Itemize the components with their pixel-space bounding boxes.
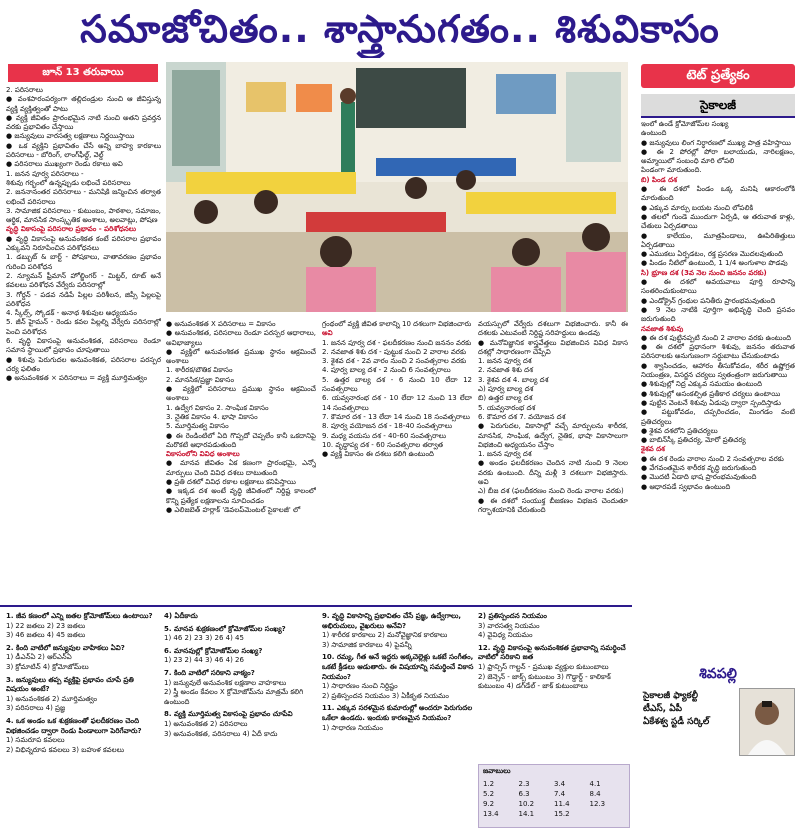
designation-line-1: సైకాలజీ ఫ్యాకల్టీ xyxy=(643,691,698,701)
quiz-question xyxy=(6,644,158,673)
question-options: 1) అనువంశికత 2) పరిసరాలు xyxy=(164,719,248,728)
paragraph-line: 9. మధ్య వయసు దశ - 40-60 సంవత్సరాలు xyxy=(322,431,447,440)
paragraph-line: వికాసంలోని వివిధ అంశాలు xyxy=(166,450,240,459)
quiz-question xyxy=(322,612,474,650)
answer-cell xyxy=(590,809,626,819)
quiz-question xyxy=(478,644,630,692)
paragraph-line: ● ఎండోక్రైన్ గ్రంథుల పనితీరు ప్రారంభమవుతుంది xyxy=(641,296,776,305)
paragraph-line: ● ఎముకలు ఏర్పడటం, రక్త ప్రసరణ మొదలవుతుంది xyxy=(641,250,783,259)
paragraph-line: ● మనోవిజ్ఞానిక శాస్త్రవేత్తలు విభజించిన వివిధ వికాస దశల్లో సాధారణంగా చెప్పేవి xyxy=(478,338,628,356)
quiz-question xyxy=(6,612,158,641)
paragraph-line: 3. శైశవ దశ - 2వ వారం నుంచి 2 సంవత్సరాల వరకు xyxy=(322,357,467,366)
question-text: 3. జన్యువులు తప్ప వ్యక్తిపై ప్రభావం చూపే ప్రతి విషయం అంటే? xyxy=(6,675,134,694)
paragraph-line: వయస్సులో వేర్వేరు దశలుగా విభజించారు. కానీ ఈ దశలకు ఎటువంటి నిర్దిష్ట సరిహద్దులు ఉండవు xyxy=(478,320,628,338)
paragraph-line: 2. నవజాత శిశు దశ - పుట్టుక నుంచి 2 వారాల వరకు xyxy=(322,347,467,356)
question-options: 1) 46 2) 23 3) 26 4) 45 xyxy=(164,634,244,643)
quiz-question xyxy=(164,625,316,644)
paragraph-line: ఉంటుంది xyxy=(641,129,667,138)
question-options: 1) 23 2) 44 3) 46 4) 26 xyxy=(164,656,244,665)
paragraph-line: ● వ్యక్తి వికాసం ఈ దశలు కలిగి ఉంటుంది xyxy=(322,450,434,459)
question-text: 2) ప్రతిస్పందన నియమం xyxy=(478,612,547,620)
paragraph-line: ● ఈ దశలో సంయుక్త బీజకణం విభజన చెందుతూ గర్భాశయానికి చేరుతుంది xyxy=(478,496,628,514)
answer-cell: 7.4 xyxy=(554,790,566,798)
paragraph-line: ● ఈ దశ పుట్టినప్పటి నుంచి 2 వారాల వరకు ఉంటుంది xyxy=(641,333,792,342)
classroom-photo xyxy=(166,62,628,312)
author-name: శివపల్లి xyxy=(699,666,737,682)
paragraph-line: ● శైశవ దశలోని ప్రతిచర్యలు xyxy=(641,426,718,435)
paragraph-line: ● పట్టుకోవడం, చప్పరించడం, మింగడం వంటి ప్రతిచర్యలు xyxy=(641,408,795,426)
article-column-1 xyxy=(6,86,161,598)
question-text: 12. వృద్ధి వికాసంపై అనువంశికత ప్రభావాన్ని సమర్థించే వాటిలో సరికాని జత xyxy=(478,643,626,662)
paragraph-line: 6. యవ్వనారంభ దశ - 10 లేదా 12 నుంచి 13 లేదా 14 సంవత్సరాలు xyxy=(322,394,472,412)
paragraph-line: ● ఈ రెండింటిలో ఏది గొప్పదో చెప్పలేం కానీ ఒకదానిపై మరొకటి ఆధారపడుతుంది xyxy=(166,431,316,449)
answer-cell: 13.4 xyxy=(483,810,499,818)
side-column xyxy=(641,120,795,658)
paragraph-line: 1. ఉద్వేగ వికాసం 2. సాంఘిక వికాసం xyxy=(166,403,269,412)
paragraph-line: ● ఈ 2 పోరల్లో పోరా బలాయుడు, నారిలక్షణం, అమ్మాయిలో సంబంధి మారి లోపలి xyxy=(641,147,795,166)
paragraph-line: 4. పూర్వ బాల్య దశ - 2 నుంచి 6 సంవత్సరాలు xyxy=(322,366,451,375)
paragraph-line: ● బాబిన్‌స్కీ ప్రతిచర్య, మోరో ప్రతిచర్య xyxy=(641,436,746,445)
paragraph-line: ● జన్యువులు వారసత్వ లక్షణాలు నిర్ణయిస్తాయి xyxy=(6,132,135,141)
author-portrait xyxy=(740,689,794,755)
paragraph-line: ● పిండం నీటిలో ఉంటుంది, 1 1/4 అంగుళాల పొడవు xyxy=(641,259,788,268)
paragraph-line: 1. జనన పూర్వ దశ xyxy=(478,450,532,459)
continuation-tag: జూన్ 13 తరువాయి xyxy=(8,64,158,82)
question-text: 6. మానవుల్లో క్రోమోజోమ్‌ల సంఖ్య? xyxy=(164,646,263,655)
quiz-question xyxy=(164,612,316,622)
quiz-question xyxy=(478,612,630,641)
paragraph-line: ● పుట్టిన వెంటనే శిశువు ఏడుపు ద్వారా స్పందిస్తాడు xyxy=(641,398,781,407)
question-options: 2) ప్రతిస్పందన నియమం 3) ఏకీకృత నియమం xyxy=(322,691,449,700)
question-text: 7. కింది వాటిలో సరికాని వాక్యం? xyxy=(164,668,255,677)
paragraph-line: 5. యవ్వనారంభ దశ xyxy=(478,403,536,412)
paragraph-line: పిండంగా మారుతుంది. xyxy=(641,166,702,175)
paragraph-line: ● తలలో గుండె ముందుగా ఏర్పడి, ఆ తరువాత కాళ్లు, చేతులు ఏర్పడతాయి xyxy=(641,212,795,231)
paragraph-line: ● శిశువుల్లో అసంకల్పిత ప్రతీకార చర్యలు ఉంటాయి xyxy=(641,389,781,398)
answers-box xyxy=(478,764,630,828)
divider-rule xyxy=(0,605,632,607)
quiz-question xyxy=(164,669,316,707)
paragraph-line: ● ఎలిజబెత్ హర్లాక్ 'డెవలప్‌మెంటల్ సైకాలజీ' లో xyxy=(166,505,301,514)
paragraph-line: 1. జనన పూర్వ దశ - ఫలదీకరణం నుంచి జననం వరకు xyxy=(322,338,472,347)
section-title-psychology: సైకాలజీ xyxy=(641,94,795,118)
question-options: 3) సామాజిక కారకాలు 4) పైవన్నీ xyxy=(322,640,412,649)
paragraph-line: సి) భ్రూణ దశ (3వ నెల నుంచి జననం వరకు) xyxy=(641,268,767,277)
answer-cell: 6.3 xyxy=(518,790,530,798)
answer-cell: 4.1 xyxy=(589,780,601,788)
paragraph-line: ● జన్యువులు లింగ నిర్ధారణలో ముఖ్య పాత్ర వహిస్తాయి xyxy=(641,138,791,147)
question-options: 4) వైవిధ్య నియమం xyxy=(478,631,533,640)
answer-cell: 14.1 xyxy=(518,810,535,818)
paragraph-line: ● శిశువుల్లో నిద్ర ఎక్కువ సమయం ఉంటుంది xyxy=(641,380,763,389)
paragraph-line: ● వ్యక్తిలో పరిసరాలు ప్రముఖ స్థానం ఆక్రమించే అంశాలు xyxy=(166,385,316,403)
paragraph-line: ● మానవ జీవితం ఏక కణంగా ప్రారంభమై, ఎన్నో మార్పులు చెంది వివిధ దశలు దాటుతుంది xyxy=(166,459,316,477)
paragraph-line: ● శ్వాసించడం, ఆహారం తీసుకోవడం, శరీర ఉష్ణోగ్రత నియంత్రణ, విసర్జన చర్యలు స్వతంత్రంగా జరుగుతాయి xyxy=(641,361,795,380)
quiz-question xyxy=(322,704,474,733)
question-options: 3) వారసత్వ నియమం xyxy=(478,621,540,630)
question-text: 4. ఒక అండం ఒక శుక్రకణంతో ఫలదీకరణం చెంది విభజించడం ద్వారా రెండు పిండాలుగా పెరిగేవారు? xyxy=(6,716,142,735)
paragraph-line: ● వ్యక్తి జీవితం ప్రారంభమైన నాటి నుంచి అతని ప్రవర్తన వరకు ప్రభావితం చేస్తాయి xyxy=(6,113,161,132)
designation-line-2: టీఎస్, ఏపీ xyxy=(643,704,683,714)
paragraph-line: ● వృద్ధి వికాసంపై అనువంశికత కంటే పరిసరాల ప్రభావం ఎక్కువని నిరూపించిన పరిశోధనలు xyxy=(6,234,161,253)
paragraph-line: ఎ) బీజ దశ (ఫలదీకరణం నుంచి రెండు వారాల వరకు) xyxy=(478,487,624,496)
article-column-4 xyxy=(478,320,628,598)
question-text: 8. వ్యక్తి మూర్తిమత్వ వికాసంపై ప్రభావం చూపేవి xyxy=(164,710,293,719)
question-options: 1) సాధారణం నుంచి నిర్దిష్టం xyxy=(322,682,398,691)
question-options: 1) శారీరక కారకాలు 2) మనోవైజ్ఞానిక కారకాలు xyxy=(322,631,448,640)
paragraph-line: ● ఈ దశలో పిండం ఒక్క మనిషి ఆకారంలోకి మారుతుంది xyxy=(641,185,795,203)
tet-special-badge: టెట్ ప్రత్యేకం xyxy=(641,64,795,88)
question-options: 1) డీఎన్ఏ 2) ఆర్ఎన్ఏ xyxy=(6,653,72,662)
question-text: 11. ఎక్కువ సరళమైన కుమారుల్లో అందరూ పెరుగుదల ఒకేలా ఉండదు. ఇందుకు కారణమైన నియమం? xyxy=(322,704,473,722)
quiz-column-3 xyxy=(322,612,474,828)
headline: సమాజోచితం.. శాస్త్రానుగతం.. శిశువికాసం xyxy=(80,7,720,51)
paragraph-line: 1. జనన పూర్వ దశ xyxy=(478,357,532,366)
paragraph-line: ● పెరుగుదల, వికాసాల్లో వచ్చే మార్పులను శారీరక, మానసిక, సాంఘిక, ఉద్వేగ, నైతిక, భాషా వికాసాలుగా విభజించి అధ్యయనం చేస్తాం xyxy=(478,422,628,449)
paragraph-line: ● అండం ఫలదీకరణం చెందిన నాటి నుంచి 9 నెలల వరకు ఉంటుంది. దీన్ని మళ్లీ 3 దశలుగా విభజిస్తారు. అవి xyxy=(478,459,628,487)
paragraph-line: 2. మానసిక/ప్రజ్ఞా వికాసం xyxy=(166,375,234,384)
paragraph-line: 5. జీన్ హైమన్ - రెండు కవల పిల్లల్ని వేర్వేరు పరిసరాల్లో పెంచి పరిశోధన xyxy=(6,318,161,336)
answer-cell: 8.4 xyxy=(589,790,601,798)
answer-cell: 15.2 xyxy=(554,810,570,818)
question-options: 2) స్త్రీ అండం కేవలం X క్రోమోజోమ్‌ను మాత్రమే కలిగి ఉంటుంది xyxy=(164,688,304,706)
quiz-question xyxy=(6,717,158,755)
answer-cell: 1.2 xyxy=(483,780,495,788)
paragraph-line: 1. జనన పూర్వ పరిసరాలు - xyxy=(6,169,84,178)
author-photo xyxy=(739,688,795,756)
paragraph-line: 4. స్కీల్స్, స్కోడక్ - అనాథ శిశువుల అధ్యయనం xyxy=(6,309,137,318)
question-options: 1) అనువంశికత 2) మూర్తిమత్వం xyxy=(6,694,98,703)
paragraph-line: వృద్ధి వికాసంపై పరిసరాల ప్రభావం - పరిశోధనలు xyxy=(6,225,137,234)
paragraph-line: గ్రంథంలో వ్యక్తి జీవిత కాలాన్ని 10 దశలుగా విభజించారు xyxy=(322,320,472,328)
paragraph-line: 2. నవజాత శిశు దశ xyxy=(478,366,533,375)
paragraph-line: 7. కౌమార దశ - 13 లేదా 14 నుంచి 18 సంవత్సరాలు xyxy=(322,412,470,421)
question-text: 5. మానవ శుక్రకణంలో క్రోమోజోమ్‌ల సంఖ్య? xyxy=(164,624,286,633)
paragraph-line: ● అనువంశికత X పరిసరాలు = వికాసం xyxy=(166,320,276,328)
paragraph-line: 2. జననానంతర పరిసరాలు - మనిషికి జన్మించిన తర్వాత లభించే పరిసరాలు xyxy=(6,188,161,206)
quiz-column-2 xyxy=(164,612,316,828)
question-options: 1) ఫ్రాన్సిస్ గాల్టన్ - ప్రముఖ వ్యక్తుల కుటుంబాలు xyxy=(478,662,609,671)
paragraph-line: బి) ఉత్తర బాల్య దశ xyxy=(478,394,533,403)
paragraph-line: ఇంలో ఉండే క్రోమోజోమ్‌ల సంఖ్య xyxy=(641,120,729,128)
paragraph-line: ● వేగవంతమైన శారీరక వృద్ధి జరుగుతుంది xyxy=(641,463,757,472)
article-column-2 xyxy=(166,320,316,598)
answer-cell: 5.2 xyxy=(483,790,495,798)
paragraph-line: 2. పరిసరాలు xyxy=(6,86,43,94)
question-text: 9. వృద్ధి వికాసాన్ని ప్రభావితం చేసే ప్రజ్ఞ, ఉద్వేగాలు, అభిరుచులు, వైఖరులు అనేవి? xyxy=(322,612,462,630)
paragraph-line: 1. శారీరక/బౌతిక వికాసం xyxy=(166,366,233,375)
author-designation xyxy=(643,690,735,729)
paragraph-line: ● 9 నెల నాటికి పూర్తిగా అభివృద్ధి చెంది ప్రసవం జరుగుతుంది xyxy=(641,305,795,324)
article-column-3 xyxy=(322,320,472,598)
quiz-column-1 xyxy=(6,612,158,828)
question-text: 2. కింది వాటిలో జన్యువుల వాహికలు ఏవి? xyxy=(6,643,125,652)
paragraph-line: 5. ఉత్తర బాల్య దశ - 6 నుంచి 10 లేదా 12 సంవత్సరాలు xyxy=(322,375,472,394)
quiz-question xyxy=(164,647,316,666)
answer-cell: 11.4 xyxy=(554,800,570,808)
author-byline xyxy=(641,662,795,828)
quiz-question xyxy=(164,710,316,739)
question-text: 10. రమ్య, గీత అనే ఇద్దరు అక్కచెల్లెళ్లు ఒకటే సంగీతం, ఒకటే క్రీడలు ఆడుతారు. ఈ విషయాన్ని సమర్థించే వికాస నియమం? xyxy=(322,653,474,681)
paragraph-line: ● వంశపారంపర్యంగా తల్లిదండ్రుల నుంచి ఆ జీవిస్తున్న వ్యక్తి వ్యక్తిత్వంతో పాటు xyxy=(6,95,161,113)
paragraph-line: ● ఈ దశలో అవయవాలు పూర్తి రూపాన్ని సంతరించుకుంటాయి xyxy=(641,278,795,296)
question-options: 2) జెన్సెన్ - జాక్స్ కుటుంబం 3) గొడ్డార్డ్ - కాలికాక్ కుటుంబం 4) డగ్‌డేల్ - జాక్ కుటుంబాలు xyxy=(478,672,611,691)
question-options: 1) జన్యువులే అనువంశిక లక్షణాల వాహకాలు xyxy=(164,678,287,687)
paragraph-line: ● అనువంశికత, పరిసరాలు రెండూ పరస్పర ఆధారాలు, అవిభాజ్యాలు xyxy=(166,329,316,347)
paragraph-line: 3. సామాజిక పరిసరాలు - కుటుంబం, పాఠశాల, సమాజం, ఆర్థిక, మానసిక సాంస్కృతిక అంశాలు, అలవాట్లు, పోషణ xyxy=(6,206,161,225)
question-options: 3) క్రోమాటిన్ 4) క్రోమోజోమ్‌లు xyxy=(6,662,89,671)
paragraph-line: ● మొదటి ఏడాది భాష ప్రారంభమవుతుంది xyxy=(641,473,757,482)
paragraph-line: ● ప్రతి దశలో వివిధ రకాల లక్షణాలు కనిపిస్తాయి xyxy=(166,478,296,487)
designation-line-3: ఏకేశశ్వ స్టడీ సర్కిల్ xyxy=(643,717,710,727)
question-options: 1) 22 జతలు 2) 23 జతలు xyxy=(6,621,86,630)
question-options: 3) పరిసరాలు 4) ప్రజ్ఞ xyxy=(6,704,66,713)
paragraph-line: బి) పిండ దశ xyxy=(641,175,677,184)
paragraph-line: 3. నైతిక వికాసం 4. భాషా వికాసం xyxy=(166,412,258,421)
question-options: 1) సాధారణ నియమం xyxy=(322,723,383,732)
question-options: 3) అనువంశికత, పరిసరాలు 4) ఏదీ కాదు xyxy=(164,729,278,738)
question-options: 2) విభిన్నరూప కవలలు 3) బహుళ కవలలు xyxy=(6,745,124,754)
paragraph-line: 3. గోర్డన్ - పడవ నడిపే పిల్లల పరిశీలన, జిప్సీ పిల్లలపై పరిశోధన xyxy=(6,290,161,308)
answer-cell: 3.4 xyxy=(554,780,566,788)
paragraph-line: ● వ్యక్తిలో అనువంశికత ప్రముఖ స్థానం ఆక్రమించే అంశాలు xyxy=(166,347,316,366)
question-options: 3) 46 జతలు 4) 45 జతలు xyxy=(6,631,86,640)
quiz-question xyxy=(6,676,158,714)
paragraph-line: ● ఇక్కడ దశ అంటే వృద్ధి జీవితంలో నిర్దిష్ట కాలంలో కొన్ని ప్రత్యేక లక్షణాలను సూచించడం xyxy=(166,487,316,505)
question-options: 1) సమరూప కవలలు xyxy=(6,736,65,745)
paragraph-line: ● అనువంశికత × పరిసరాలు = వ్యక్తి మూర్తిమత్వం xyxy=(6,374,147,383)
paragraph-line: ● శిశువు పెరుగుదల అనువంశికత, పరిసరాల పరస్పర చర్య ఫలితం xyxy=(6,355,161,373)
paragraph-line: 6. కౌమార దశ 7. వయోజన దశ xyxy=(478,412,566,421)
paragraph-line: అవి xyxy=(322,329,333,338)
paragraph-line: ● పరిసరాలు ముఖ్యంగా రెండు రకాలు అవి xyxy=(6,160,123,169)
paragraph-line: 8. పూర్వ వయోజన దశ - 18-40 సంవత్సరాలు xyxy=(322,422,452,431)
paragraph-line: నవజాత శిశువు xyxy=(641,324,684,333)
question-text: 4) ఏదీకాదు xyxy=(164,612,198,620)
paragraph-line: 2. న్యూమన్ ఫ్రీమాన్ హోల్జింగర్ - మిట్టర్, రూట్ అనే కవలలు పరిశోధన వేర్వేరు పరిసరాల్లో xyxy=(6,271,161,290)
paragraph-line: 3. శైశవ దశ 4. బాల్య దశ xyxy=(478,375,549,384)
answers-title: జవాబులు xyxy=(483,767,511,775)
quiz-question xyxy=(322,653,474,701)
paragraph-line: ● కాలేయం, మూత్రపిండాలు, ఊపిరితిత్తులు ఏర్పడతాయి xyxy=(641,231,795,249)
answer-cell: 2.3 xyxy=(518,780,530,788)
paragraph-line: శిశువు గర్భంలో ఉన్నప్పుడు లభించే పరిసరాలు xyxy=(6,178,131,187)
answers-grid xyxy=(479,779,629,819)
paragraph-line: ● ఈ దశలో ప్రధానంగా శిశువు, జననం తరువాత పరిసరాలకు అనుగుణంగా సర్దుబాటు చేసుకుంటాడు xyxy=(641,343,795,361)
paragraph-line: 5. మూర్తిమత్వ వికాసం xyxy=(166,422,229,431)
paragraph-line: శైశవ దశ xyxy=(641,445,665,454)
answer-cell: 9.2 xyxy=(483,800,495,808)
paragraph-line: 10. వృద్ధాప్య దశ - 60 సంవత్సరాల తర్వాత xyxy=(322,440,444,449)
paragraph-line: ఎ) పూర్వ బాల్య దశ xyxy=(478,385,534,394)
paragraph-line: ● ఆధారపడే స్వభావం ఉంటుంది xyxy=(641,482,731,491)
answer-cell: 12.3 xyxy=(589,800,606,808)
classroom-illustration xyxy=(166,62,628,312)
paragraph-line: ● ఈ దశ రెండు వారాల నుంచి 2 సంవత్సరాల వరకు xyxy=(641,454,784,463)
answer-cell: 10.2 xyxy=(518,800,535,808)
paragraph-line: 6. వృద్ధి వికాసంపై అనువంశికత, పరిసరాలు రెండూ సమాన స్థాయిలో ప్రభావం చూపుతాయి xyxy=(6,337,161,355)
question-text: 1. జీవ కణంలో ఎన్ని జతల క్రోమోజోమ్‌లు ఉంటాయి? xyxy=(6,612,153,620)
paragraph-line: ● ఎక్కువ మార్పు బయట నుంచి లోపలికి xyxy=(641,203,754,212)
paragraph-line: ● ఒక వ్యక్తిని ప్రభావితం చేసే అన్ని బాహ్య కారకాలు పరిసరాలు - బోరింగ్, లాంగ్‌ఫీల్డ్, వెల్డ్ xyxy=(6,141,161,160)
paragraph-line: 1. డబ్బుట్ & బార్ట్ - పోషకాలు, వాతావరణం ప్రభావం గురించి పరిశోధన xyxy=(6,253,161,271)
